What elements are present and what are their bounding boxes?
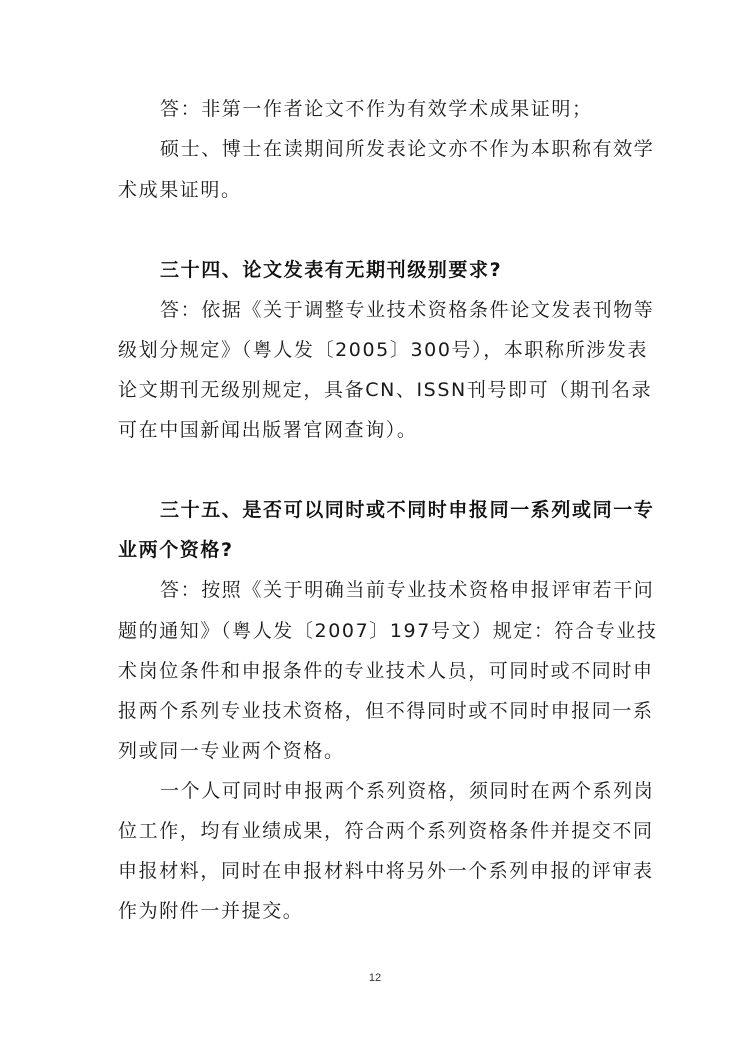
section35-extra-line-2: 位工作，均有业绩成果，符合两个系列资格条件并提交不同 [118, 820, 654, 842]
section34-heading: 三十四、论文发表有无期刊级别要求? [160, 259, 503, 281]
section35-answer-line-2: 题的通知》（粤人发〔2007〕197号文）规定：符合专业技 [118, 620, 658, 642]
section35-answer-line-1: 答：按照《关于明确当前专业技术资格申报评审若干问 [160, 579, 655, 601]
section34-answer-line-3: 论文期刊无级别规定，具备CN、ISSN刊号即可（期刊名录 [118, 379, 653, 401]
section35-extra-line-4: 作为附件一并提交。 [118, 900, 304, 922]
section35-heading-line-1: 三十五、是否可以同时或不同时申报同一系列或同一专 [160, 499, 655, 521]
section35-extra-line-1: 一个人可同时申报两个系列资格，须同时在两个系列岗 [160, 780, 655, 802]
section35-answer-line-5: 列或同一专业两个资格。 [118, 740, 345, 762]
section35-heading-line-2: 业两个资格? [118, 539, 234, 561]
section34-answer-line-1: 答：依据《关于调整专业技术资格条件论文发表刊物等 [160, 299, 655, 321]
section35-answer-line-3: 术岗位条件和申报条件的专业技术人员，可同时或不同时申 [118, 660, 654, 682]
section34-answer-line-2: 级划分规定》（粤人发〔2005〕300号），本职称所涉发表 [118, 339, 649, 361]
page-number: 12 [368, 972, 382, 984]
section35-extra-line-3: 申报材料，同时在申报材料中将另外一个系列申报的评审表 [118, 860, 654, 882]
section34-answer-line-4: 可在中国新闻出版署官网查询）。 [118, 419, 418, 441]
section33-answer-line-1: 答：非第一作者论文不作为有效学术成果证明； [160, 98, 593, 120]
section33-answer-line-2: 硕士、博士在读期间所发表论文亦不作为本职称有效学 [160, 138, 655, 160]
section33-answer-line-3: 术成果证明。 [118, 179, 242, 201]
section35-answer-line-4: 报两个系列专业技术资格，但不得同时或不同时申报同一系 [118, 700, 654, 722]
